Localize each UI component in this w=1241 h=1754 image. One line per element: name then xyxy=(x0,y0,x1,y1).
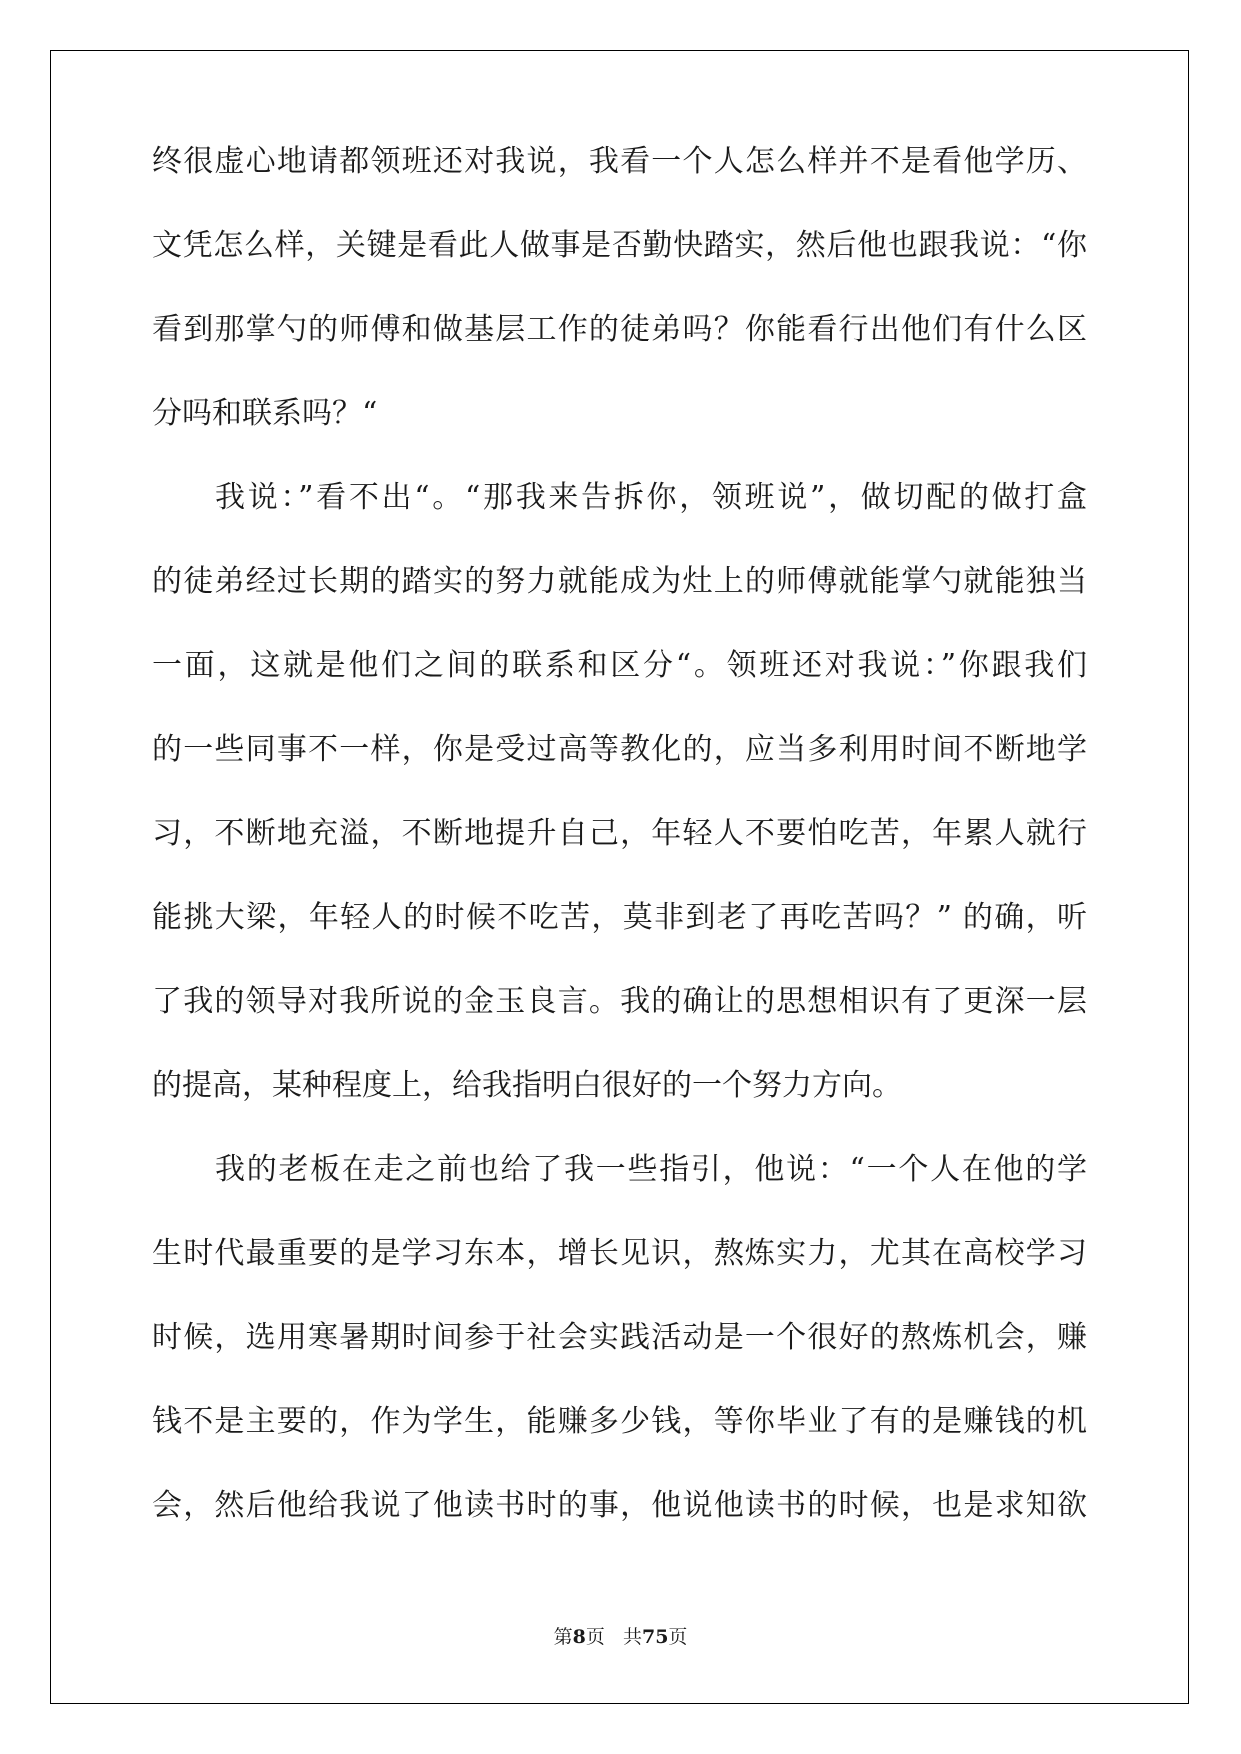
footer-page-suffix: 页 xyxy=(585,1626,605,1648)
text-line: 的一些同事不一样，你是受过高等教化的，应当多利用时间不断地学 xyxy=(152,732,1087,767)
page-border xyxy=(50,50,1189,1704)
text-line: 我说：”看不出“。“那我来告拆你，领班说”，做切配的做打盒 xyxy=(215,480,1087,515)
text-line: 分吗和联系吗？“ xyxy=(152,396,378,431)
text-line: 一面，这就是他们之间的联系和区分“。领班还对我说：”你跟我们 xyxy=(152,648,1087,683)
footer-prefix: 第 xyxy=(553,1626,573,1648)
text-line: 我的老板在走之前也给了我一些指引，他说：“一个人在他的学 xyxy=(215,1152,1087,1187)
text-line: 习，不断地充溢，不断地提升自己，年轻人不要怕吃苦，年累人就行 xyxy=(152,816,1087,851)
footer-total-prefix: 共 xyxy=(622,1626,642,1648)
text-line: 能挑大梁，年轻人的时候不吃苦，莫非到老了再吃苦吗？” 的确，听 xyxy=(152,900,1087,935)
page-footer xyxy=(0,1622,1241,1649)
text-line: 文凭怎么样，关键是看此人做事是否勤快踏实，然后他也跟我说：“你 xyxy=(152,228,1087,263)
total-pages: 75 xyxy=(641,1626,669,1648)
text-line: 时候，选用寒暑期时间参于社会实践活动是一个很好的熬炼机会，赚 xyxy=(152,1320,1087,1355)
text-line: 生时代最重要的是学习东本，增长见识，熬炼实力，尤其在高校学习 xyxy=(152,1236,1087,1271)
footer-total-suffix: 页 xyxy=(668,1626,688,1648)
text-line: 终很虚心地请都领班还对我说，我看一个人怎么样并不是看他学历、 xyxy=(152,144,1087,179)
text-line: 了我的领导对我所说的金玉良言。我的确让的思想相识有了更深一层 xyxy=(152,984,1087,1019)
text-line: 会，然后他给我说了他读书时的事，他说他读书的时候，也是求知欲 xyxy=(152,1488,1087,1523)
text-line: 的提高，某种程度上，给我指明白很好的一个努力方向。 xyxy=(152,1068,902,1103)
text-line: 钱不是主要的，作为学生，能赚多少钱，等你毕业了有的是赚钱的机 xyxy=(152,1404,1087,1439)
page-number: 8 xyxy=(572,1626,586,1648)
text-line: 看到那掌勺的师傅和做基层工作的徒弟吗？你能看行出他们有什么区 xyxy=(152,312,1087,347)
text-line: 的徒弟经过长期的踏实的努力就能成为灶上的师傅就能掌勺就能独当 xyxy=(152,564,1087,599)
